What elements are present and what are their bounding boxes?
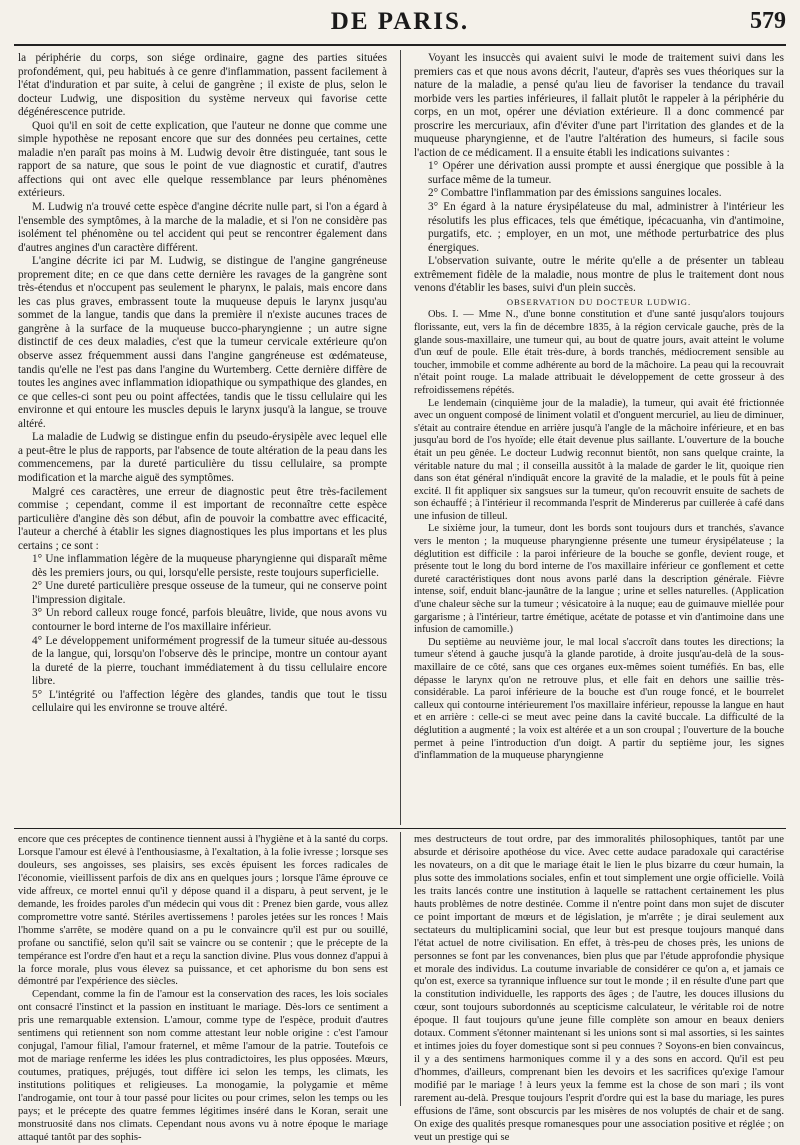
feuilleton-rule bbox=[14, 828, 786, 829]
right-column bbox=[414, 52, 784, 824]
right-paragraph: L'observation suivante, outre le mérite qu'elle a de présenter un tableau extrêmement fidèle de la maladie, nous montre de plus le traitement dont nous venons d'établir les bases, suivi d'un plein succès. bbox=[414, 255, 784, 295]
feuilleton-paragraph: Cependant, comme la fin de l'amour est la conservation des races, les lois sociales ont consacré l'instinct et la passion en instituant le mariage. Dès-lors ce sentiment a pris une remarquable extension. L'amour, comme type de l'espèce, produit d'autres sentimens qui retiennent son nom comme attestant leur noble origine : c'est l'amour conjugal, l'amour filial, l'amour fraternel, et même l'amour de la patrie. Toutefois ce mot de mariage renferme les idées les plus contradictoires, les plus opposées. Mœurs, coutumes, pratiques, préjugés, tout diffère ici selon les temps, les climats, les institutions politiques et religieuses. La monogamie, la polygamie et même l'androgamie, ont tour à tour passé pour licites ou pour crimes, selon les temps ou les pays; et le précepte des quatre femmes légitimes inséré dans le Koran, serait une monstruosité dans nos climats. Cependant nous avons vu à notre époque le mariage attaqué tantôt par des sophis- bbox=[18, 989, 388, 1143]
observation-paragraph: Le sixième jour, la tumeur, dont les bords sont toujours durs et tranchés, s'avance vers le menton ; la muqueuse pharyngienne présente une tumeur érysipélateuse ; la déglutition est difficile : la paroi inférieure de la bouche se gonfle, devient rouge, et présente tout le long du bord interne de l'os maxillaire inférieur ce gonflement et cette dureté caractéristiques dont nous avons parlé dans la description générale. Fièvre intense, soif, enduit blanc-jaunâtre de la langue ; urine et selles naturelles. (Application d'une chaleur sèche sur la tumeur ; vésicatoire à la nuque; eau de guimauve miellée pour gargarisme ; à l'intérieur, tartre émétique, acétate de potasse et vin d'antimoine dans une infusion de camomille.) bbox=[414, 523, 784, 636]
observation-paragraph: Le lendemain (cinquième jour de la maladie), la tumeur, qui avait été frictionnée avec un onguent composé de liniment volatil et d'onguent mercuriel, au lieu de diminuer, s'était au contraire étendue en arrière jusqu'à l'angle de la mâchoire inférieure, et en bas jusqu'au bord de l'os hyoïde; elle était devenue plus saillante. L'ouverture de la bouche était un peu gênée. Le docteur Ludwig reconnut bientôt, non sans quelque crainte, la véritable nature du mal ; il conseilla aussitôt à la malade de garder le lit, quoique rien dans son état général n'indiquât encore la gravité de la maladie, et le pouls fût à peine excité. Il fit appliquer six sangsues sur la tumeur, qu'on recouvrit ensuite de sachets de son échauffé ; à l'intérieur il recommanda l'esprit de Mindererus par cuillerée à café dans une infusion de tilleul. bbox=[414, 397, 784, 522]
indication-2: 2° Combattre l'inflammation par des émissions sanguines locales. bbox=[428, 187, 722, 200]
feuilleton-right-column bbox=[414, 834, 784, 1143]
left-paragraph: La maladie de Ludwig se distingue enfin du pseudo-érysipèle avec lequel elle a peut-être le plus de rapports, par l'absence de toute altération de la peau dans les commencemens, par la dureté particulière du tissu cellulaire, sa prompte modification et la marche aiguë des symptômes. bbox=[18, 431, 387, 484]
left-paragraph: Malgré ces caractères, une erreur de diagnostic peut être très-facilement commise ; cependant, comme il est important de reconnaître cette espèce particulière d'angine dès son début, afin de pouvoir la combattre avec efficacité, l'auteur a cherché à établir les signes diagnostiques les plus importans et les plus certains ; ce sont : bbox=[18, 485, 387, 552]
sign-item-1: 1° Une inflammation légère de la muqueuse pharyngienne qui disparaît même dès les premiers jours, ou qui, lorsqu'elle persiste, reste toujours superficielle. bbox=[32, 553, 387, 579]
feuilleton-paragraph: encore que ces préceptes de continence tiennent aussi à l'hygiène et à la santé du corps. Lorsque l'amour est élevé à l'enthousiasme, à l'exaltation, à la folie ivresse ; lorsque ses douleurs, ses angoisses, ses plaisirs, ses excès épuisent les forces radicales de l'économie, vieillissent parfois de dix ans en quelques jours ; lorsque l'âme éprouve ce vide affreux, ce mortel ennui qu'il y dépose quand il a disparu, à peut servent, je le demande, les froides paroles d'un médecin qui vous dit : Prenez bien garde, vous allez compromettre votre santé. Stériles avertissemens ! paroles jetées sur les ronces ! Mais l'homme s'arrête, se modère quand on a pu le convaincre qu'il est pur ou souillé, profane ou sanctifié, selon qu'il sait se vaincre ou se contenir ; que le précepte de la tempérance est l'ordre d'en haut et a reçu la sanction divine. Plus vous donnez d'appui à la force morale, plus vous élevez sa puissance, et cet aphorisme du bon sens est démontré par l'expérience des siècles. bbox=[18, 834, 388, 988]
feuilleton-divider bbox=[400, 832, 401, 1106]
column-divider bbox=[400, 50, 401, 825]
observation-heading: OBSERVATION DU DOCTEUR LUDWIG. bbox=[506, 296, 692, 307]
indication-3: 3° En égard à la nature érysipélateuse du mal, administrer à l'intérieur les résolutifs les plus efficaces, tels que émétique, ipécacuanha, vin d'antimoine, purgatifs, etc. ; employer, en un mot, une méthode perturbatrice des plus énergiques. bbox=[428, 201, 784, 254]
left-paragraph: la périphérie du corps, son siége ordinaire, gagne des parties situées profondément, qui, peu habitués à ce genre d'inflammation, passent facilement à l'état d'induration et par suite, à celui de gangrène ; il existe de plus, selon le docteur Ludwig, une disposition du système nerveux qui favorise cette dégénérescence putride. bbox=[18, 52, 387, 119]
header-rule bbox=[14, 44, 786, 46]
running-head-title: DE PARIS. bbox=[330, 8, 470, 35]
left-column bbox=[18, 52, 387, 824]
left-paragraph: M. Ludwig n'a trouvé cette espèce d'angine décrite nulle part, si l'on a égard à l'ensemble des symptômes, à la marche de la maladie, et si l'on ne considère pas isolément tel phénomène ou tel accident qui peut se rencontrer également dans d'autres angines d'un caractère différent. bbox=[18, 201, 387, 254]
feuilleton-left-column bbox=[18, 834, 388, 1143]
right-paragraph: Voyant les insuccès qui avaient suivi le mode de traitement suivi dans les premiers cas et que nous avons décrit, l'auteur, d'après ses vues théoriques sur la nature de la maladie, a pensé qu'au lieu de favoriser la tendance du travail morbide vers les parties inférieures, il fallait plutôt le rappeler à la périphérie du corps, en un mot, opérer une déviation extérieure. Il a donc commencé par proscrire les mercuriaux, afin d'éviter d'une part l'irritation des glandes et de la muqueuse pharyngienne, et de l'autre l'altération des humeurs, si facile sous l'action de ce médicament. Il a ensuite établi les indications suivantes : bbox=[414, 52, 784, 159]
observation-paragraph: Du septième au neuvième jour, le mal local s'accroît dans toutes les directions; la tumeur s'étend à gauche jusqu'à la glande parotide, à droite jusqu'au-delà de la sous-maxillaire de ce côté, sans que ces organes eux-mêmes soient tuméfiés. En bas, elle dépasse le larynx qu'on ne retrouve plus, et elle fait en dehors une saillie très-considérable. La paroi inférieure de la bouche est d'un rouge foncé, et le bourrelet calleux qui contourne intérieurement l'os maxillaire inférieur, repousse la langue en haut et en arrière : celle-ci se meut avec peine dans la cavité buccale. La difficulté de la déglutition a augmenté ; la voix est altérée et a un son croupal ; l'ouverture de la bouche permet à peine l'introduction d'un doigt. A partir du septième jour, les signes d'inflammation de la muqueuse pharyngienne bbox=[414, 636, 784, 762]
observation-body bbox=[414, 309, 784, 762]
left-paragraph: Quoi qu'il en soit de cette explication, que l'auteur ne donne que comme une simple hypothèse ne reposant encore que sur des données peu certaines, cette maladie n'en paraît pas moins à M. Ludwig devoir être distinguée, tant sous le rapport de sa nature, que sous le point de vue diagnostic et curatif, d'autres affections qui ont avec elle quelque ressemblance par leurs phénomènes extérieurs. bbox=[18, 119, 387, 200]
page-number: 579 bbox=[750, 8, 786, 34]
sign-item-4: 4° Le développement uniformément progressif de la tumeur située au-dessous de la langue, qui, lorsqu'on l'observe dès le principe, montre un contour ayant la dureté de la pierre, touchant immédiatement à du tissu cellulaire encore libre. bbox=[32, 634, 387, 688]
sign-item-3: 3° Un rebord calleux rouge foncé, parfois bleuâtre, livide, que nous avons vu contourner le bord interne de l'os maxillaire inférieur. bbox=[32, 607, 387, 633]
sign-item-2: 2° Une dureté particulière presque osseuse de la tumeur, qui ne conserve point l'impression digitale. bbox=[32, 580, 387, 606]
indication-1: 1° Opérer une dérivation aussi prompte et aussi énergique que possible à la surface même de la tumeur. bbox=[428, 160, 784, 186]
observation-paragraph: Obs. I. — Mme N., d'une bonne constitution et d'une santé jusqu'alors toujours florissante, eut, vers la fin de décembre 1835, à la région cervicale gauche, près de la glande sous-maxillaire, une tumeur qui, au bout de quatre jours, avait atteint le volume d'un œuf de poule. Elle était très-dure, à bords tranchés, médiocrement sensible au toucher, immobile et comme adhérente au bord de la mâchoire. La peau qui la recouvrait n'était point rouge. La malade attribuait le développement de cette grosseur à des refroidissemens répétés. bbox=[414, 309, 784, 396]
sign-item-5: 5° L'intégrité ou l'affection légère des glandes, tandis que tout le tissu cellulaire qui les environne se trouve altéré. bbox=[32, 688, 387, 715]
page-header bbox=[0, 0, 800, 46]
left-paragraph: L'angine décrite ici par M. Ludwig, se distingue de l'angine gangréneuse proprement dite; en ce que dans cette dernière les ravages de la gangrène sont très-étendus et n'occupent pas seulement le pharynx, le palais, mais encore dans les cas plus graves, embrassent toute la muqueuse depuis le larynx jusqu'au sommet de la langue, tandis que dans la première il n'existe aucunes traces de gangrène à la surface de la muqueuse bucco-pharyngienne ; un autre signe distinctif de ces deux maladies, c'est que la tumeur cervicale extérieure qu'on observe assez fréquemment aussi dans l'angine gangréneuse est œdémateuse, tandis qu'elle ne l'est pas dans l'angine du Wurtemberg. Cette dernière diffère de toutes les angines avec inflammation idiopathique ou sympathique des glandes, en ce que celles-ci sont peu ou point affectées, tandis que le tissu cellulaire qui les environne et qui entoure les muscles depuis le larynx jusqu'à la langue, se trouve altéré. bbox=[18, 255, 387, 430]
feuilleton-paragraph: mes destructeurs de tout ordre, par des immoralités philosophiques, tantôt par une absurde et dérisoire apothéose du vice. Avec cette audace paradoxale qui caractérise les novateurs, on a dit que le mariage était le lien le plus bizarre du cœur humain, la plus sotte des immolations sociales, enfin et tout simplement une orgie officielle. Voilà les traits lancés contre une institution à laquelle se rattachent certainement les plus hauts problèmes de notre destinée. Comme il n'entre point dans mon sujet de discuter ce point important de mœurs et de législation, je m'arrête ; je dirai seulement aux sectateurs du multiplicamini social, que leur but est presque toujours manqué dans l'état actuel de notre civilisation. En effet, à très-peu de choses près, les unions de personnes se font par les convenances, bien plus que par l'étude approfondie physique et morale des individus. La coutume invariable de considérer ce qu'on a, et jamais ce qu'on est, exerce sa tyrannique influence sur tout le monde ; il en résulte d'une part que la constitution individuelle, les rapports des âges ; de l'autre, les douces illusions du cœur, sont toujours subordonnés au scepticisme calculateur, le véritable roi de notre époque. Il faut toujours qu'une jeune fille complète son amour en beaux deniers dotaux. Comment s'étonner maintenant si les unions sont si mal assorties, si les saintes et intimes joies du foyer domestique sont si peu connues ? Soyons-en bien convaincus, il y a des sentimens harmoniques comme il y a des sons en accord. Qu'il est peu d'hommes, d'ailleurs, comprenant bien les devoirs et les sacrifices qu'exige l'amour modifié par le mariage ! à leurs yeux la femme est la chose de son mari ; ils vont rarement au-delà. Presque toujours l'esprit d'ordre qui est la base du mariage, les pures effusions de l'âme, sont obscurcis par les misères de nos voluptés de chair et de sang. On exige des qualités presque romanesques pour une association positive et réglée ; on veut un prestige qui se bbox=[414, 834, 784, 1143]
